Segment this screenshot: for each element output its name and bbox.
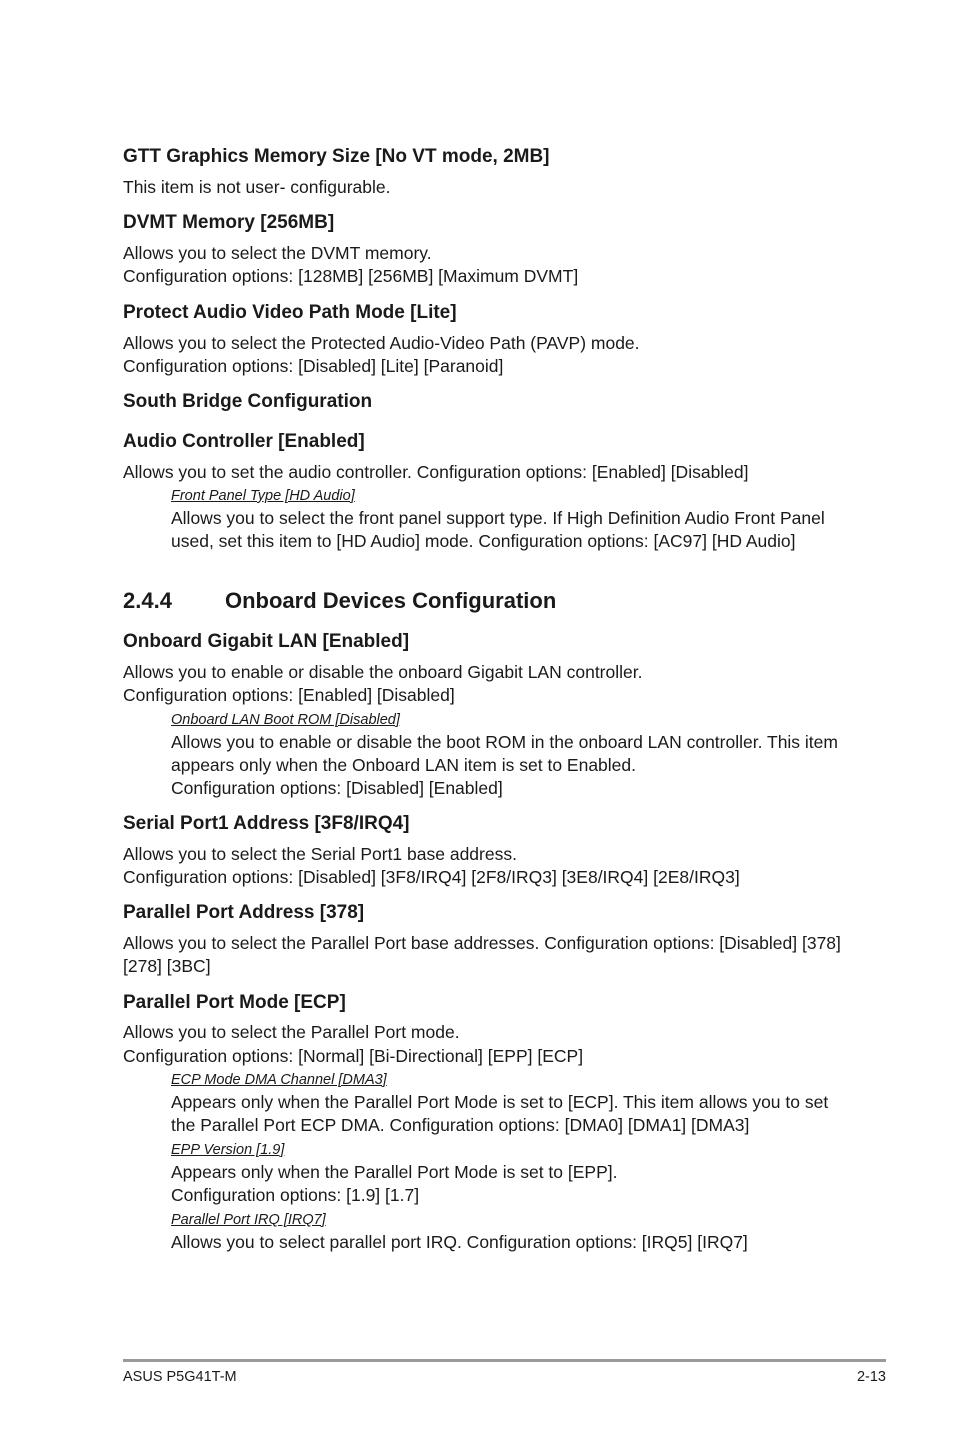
ecp-dma-text-1: Appears only when the Parallel Port Mode is set to [ECP]. This item allows you to set bbox=[171, 1092, 829, 1112]
lan-heading: Onboard Gigabit LAN [Enabled] bbox=[123, 631, 410, 652]
lan-text-1: Allows you to enable or disable the onboard Gigabit LAN controller. bbox=[123, 662, 643, 682]
gtt-text: This item is not user- configurable. bbox=[123, 177, 391, 197]
section-title: Onboard Devices Configuration bbox=[225, 588, 557, 613]
parallel-mode-text-2: Configuration options: [Normal] [Bi-Directional] [EPP] [ECP] bbox=[123, 1046, 584, 1066]
gtt-heading: GTT Graphics Memory Size [No VT mode, 2MB] bbox=[123, 146, 550, 167]
footer-page-number: 2-13 bbox=[856, 1369, 886, 1385]
lan-boot-rom-text-2: appears only when the Onboard LAN item is set to Enabled. bbox=[171, 755, 636, 775]
pavp-heading: Protect Audio Video Path Mode [Lite] bbox=[123, 302, 457, 323]
parallel-address-heading: Parallel Port Address [378] bbox=[123, 902, 365, 923]
footer-product: ASUS P5G41T-M bbox=[123, 1369, 237, 1385]
dvmt-heading: DVMT Memory [256MB] bbox=[123, 212, 335, 233]
pavp-text-1: Allows you to select the Protected Audio-Video Path (PAVP) mode. bbox=[123, 333, 640, 353]
front-panel-text-2: used, set this item to [HD Audio] mode. Configuration options: [AC97] [HD Audio] bbox=[171, 531, 796, 551]
ecp-dma-subheading: ECP Mode DMA Channel [DMA3] bbox=[171, 1072, 387, 1088]
serial-text-2: Configuration options: [Disabled] [3F8/IRQ4] [2F8/IRQ3] [3E8/IRQ4] [2E8/IRQ3] bbox=[123, 867, 740, 887]
dvmt-text-2: Configuration options: [128MB] [256MB] [Maximum DVMT] bbox=[123, 266, 579, 286]
pavp-text-2: Configuration options: [Disabled] [Lite] [Paranoid] bbox=[123, 356, 504, 376]
lan-text-2: Configuration options: [Enabled] [Disabled] bbox=[123, 685, 455, 705]
parallel-irq-subheading: Parallel Port IRQ [IRQ7] bbox=[171, 1212, 326, 1228]
parallel-address-text-2: [278] [3BC] bbox=[123, 956, 211, 976]
dvmt-text-1: Allows you to select the DVMT memory. bbox=[123, 243, 432, 263]
lan-boot-rom-text-1: Allows you to enable or disable the boot ROM in the onboard LAN controller. This item bbox=[171, 732, 838, 752]
section-number: 2.4.4 bbox=[123, 588, 172, 613]
epp-version-text-2: Configuration options: [1.9] [1.7] bbox=[171, 1185, 420, 1205]
section-heading bbox=[123, 588, 556, 614]
serial-heading: Serial Port1 Address [3F8/IRQ4] bbox=[123, 813, 410, 834]
south-bridge-heading: South Bridge Configuration bbox=[123, 391, 373, 412]
lan-boot-rom-text-3: Configuration options: [Disabled] [Enabled] bbox=[171, 778, 503, 798]
parallel-mode-text-1: Allows you to select the Parallel Port mode. bbox=[123, 1022, 460, 1042]
front-panel-text-1: Allows you to select the front panel support type. If High Definition Audio Front Panel bbox=[171, 508, 825, 528]
parallel-address-text-1: Allows you to select the Parallel Port base addresses. Configuration options: [Disabled] [378] bbox=[123, 933, 841, 953]
front-panel-subheading: Front Panel Type [HD Audio] bbox=[171, 488, 355, 504]
audio-text: Allows you to set the audio controller. Configuration options: [Enabled] [Disabled] bbox=[123, 462, 749, 482]
audio-heading: Audio Controller [Enabled] bbox=[123, 431, 365, 452]
epp-version-subheading: EPP Version [1.9] bbox=[171, 1142, 285, 1158]
epp-version-text-1: Appears only when the Parallel Port Mode is set to [EPP]. bbox=[171, 1162, 618, 1182]
footer-divider bbox=[123, 1359, 886, 1362]
parallel-mode-heading: Parallel Port Mode [ECP] bbox=[123, 992, 346, 1013]
lan-boot-rom-subheading: Onboard LAN Boot ROM [Disabled] bbox=[171, 712, 400, 728]
serial-text-1: Allows you to select the Serial Port1 base address. bbox=[123, 844, 517, 864]
ecp-dma-text-2: the Parallel Port ECP DMA. Configuration options: [DMA0] [DMA1] [DMA3] bbox=[171, 1115, 750, 1135]
parallel-irq-text-1: Allows you to select parallel port IRQ. Configuration options: [IRQ5] [IRQ7] bbox=[171, 1232, 748, 1252]
